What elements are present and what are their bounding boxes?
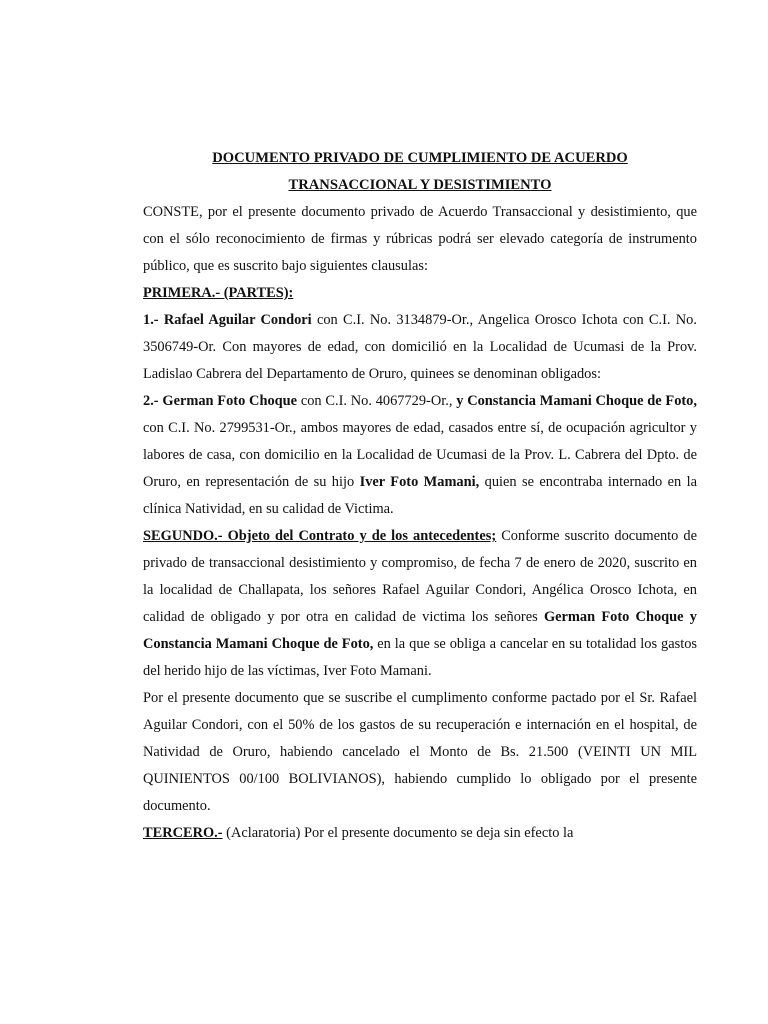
party-2-victim-name: Iver Foto Mamani,: [359, 474, 480, 490]
clause-tercero-paragraph: [143, 820, 697, 847]
party-1-number: 1.-: [143, 312, 159, 328]
intro-paragraph: CONSTE, por el presente documento privado de Acuerdo Transaccional y desistimiento, que con el sólo reconocimiento de firmas y rúbricas podrá ser elevado categoría de instrumento público, que es suscrito bajo siguientes clausulas:: [143, 204, 697, 274]
party-2-paragraph: [143, 388, 697, 523]
party-2-victim-details: quien se encontraba internado en la clínica Natividad, en su calidad de Victima.: [143, 474, 697, 517]
clause-tercero-title: TERCERO.-: [143, 825, 223, 841]
document-body: [143, 145, 697, 847]
party-2-conjunction: y: [456, 393, 464, 409]
party-1-paragraph: [143, 307, 697, 388]
clause-segundo-payment-paragraph: Por el presente documento que se suscribe el cumplimento conforme pactado por el Sr. Rafael Aguilar Condori, con el 50% de los gastos de su recuperación e internación en el hospital, de Natividad de Oruro, habiendo cancelado el Monto de Bs. 21.500 (VEINTI UN MIL QUINIENTOS 00/100 BOLIVIANOS), habiendo cumplido lo obligado por el presente documento.: [143, 690, 697, 814]
document-title-line-2: TRANSACCIONAL Y DESISTIMIENTO: [288, 177, 552, 193]
clause-segundo-paragraph: [143, 523, 697, 685]
party-1-name: Rafael Aguilar Condori: [163, 312, 312, 328]
clause-segundo-title: SEGUNDO.- Objeto del Contrato y de los antecedentes;: [143, 528, 497, 544]
clause-segundo-text-2: en la que se obliga a cancelar en su totalidad los gastos del herido hijo de las víctimas, Iver Foto Mamani.: [143, 636, 697, 679]
clause-segundo-text-1: Conforme suscrito documento de privado de transaccional desistimiento y compromiso, de fecha 7 de enero de 2020, suscrito en la localidad de Challapata, los señores Rafael Aguilar Condori, Angélica Orosco Ichota, en calidad de obligado y por otra en calidad de victima los señores: [143, 528, 697, 625]
party-1-details: con C.I. No. 3134879-Or., Angelica Orosco Ichota con C.I. No. 3506749-Or. Con mayores de edad, con domicilió en la Localidad de Ucumasi de la Prov. Ladislao Cabrera del Departamento de Oruro, quinees se denominan obligados:: [143, 312, 697, 382]
party-2-number: 2.-: [143, 393, 159, 409]
clause-tercero-text: (Aclaratoria) Por el presente documento se deja sin efecto la: [222, 825, 574, 841]
clause-segundo-victim-names: German Foto Choque y Constancia Mamani Choque de Foto,: [143, 609, 697, 652]
party-2-name-2: Constancia Mamani Choque de Foto,: [467, 393, 697, 409]
clause-primera-heading: [143, 280, 697, 307]
clause-primera-title: PRIMERA.- (PARTES):: [143, 285, 294, 301]
party-2-name-1: German Foto Choque: [162, 393, 298, 409]
party-2-details: con C.I. No. 2799531-Or., ambos mayores de edad, casados entre sí, de ocupación agricultor y labores de casa, con domicilio en la Localidad de Ucumasi de la Prov. L. Cabrera del Dpto. de Oruro, en representación de su hijo: [143, 420, 697, 490]
party-2-id-1: con C.I. No. 4067729-Or.,: [297, 393, 457, 409]
document-title-line-1: DOCUMENTO PRIVADO DE CUMPLIMIENTO DE ACUERDO: [212, 150, 628, 166]
